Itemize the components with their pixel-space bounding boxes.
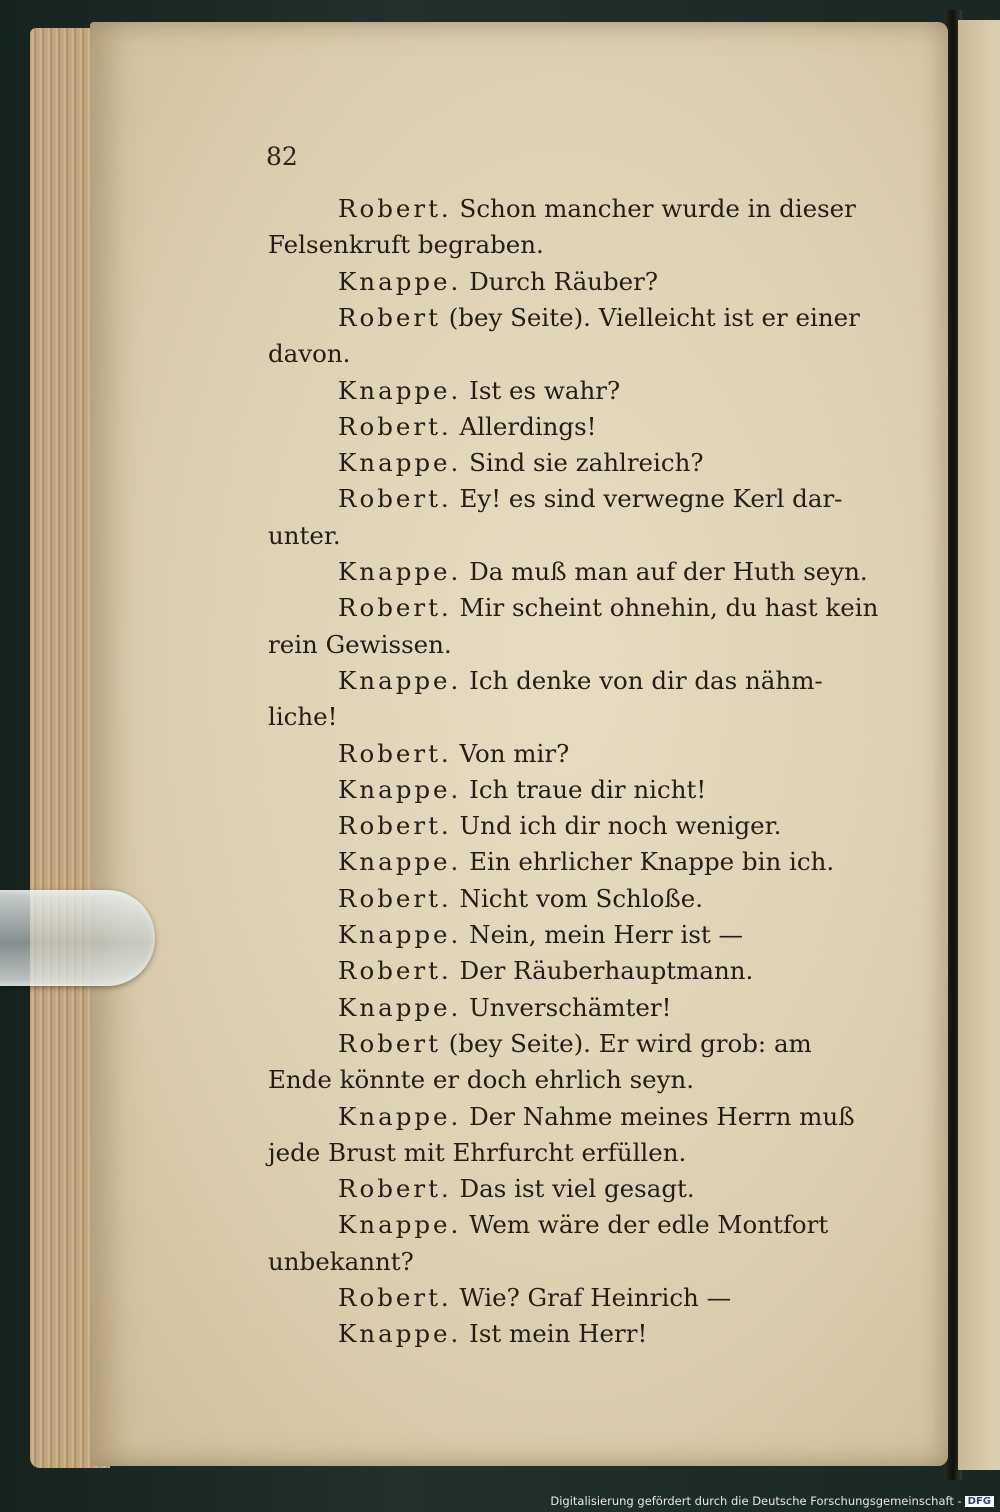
- dialogue-line: [338, 194, 856, 224]
- line-text: Ende könnte er doch ehrlich seyn.: [268, 1065, 695, 1095]
- line-text: Nicht vom Schloße.: [459, 883, 704, 913]
- dialogue-line: [338, 1210, 828, 1240]
- continuation-line: [268, 1247, 414, 1277]
- speaker-name: Robert: [338, 1028, 441, 1058]
- speaker-name: Robert.: [338, 593, 452, 623]
- line-text: Und ich dir noch weniger.: [459, 811, 782, 841]
- dialogue-line: [338, 811, 781, 841]
- continuation-line: [268, 339, 350, 369]
- footer-text: Digitalisierung gefördert durch die Deutsche Forschungsgemeinschaft -: [550, 1494, 962, 1508]
- line-text: Von mir?: [459, 738, 570, 768]
- line-text: Ist mein Herr!: [469, 1319, 648, 1349]
- dialogue-line: [338, 303, 860, 333]
- line-text: Ich traue dir nicht!: [469, 774, 707, 804]
- line-text: davon.: [268, 339, 351, 369]
- continuation-line: [268, 1065, 694, 1095]
- line-text: Ey! es sind verwegne Kerl dar-: [459, 484, 843, 514]
- line-text: Das ist viel gesagt.: [459, 1174, 695, 1204]
- line-text: Allerdings!: [459, 411, 597, 441]
- dialogue-line: [338, 1319, 647, 1349]
- line-text: Felsenkruft begraben.: [268, 230, 544, 260]
- line-text: unter.: [268, 520, 341, 550]
- footer-credit: [550, 1494, 994, 1508]
- line-text: Da muß man auf der Huth seyn.: [469, 557, 868, 586]
- speaker-name: Robert: [338, 302, 441, 332]
- line-text: Durch Räuber?: [469, 266, 658, 296]
- dfg-logo: DFG: [965, 1496, 994, 1507]
- speaker-name: Robert.: [338, 411, 452, 441]
- line-text: Der Nahme meines Herrn muß: [469, 1101, 855, 1131]
- speaker-name: Robert.: [338, 484, 452, 514]
- line-text: Ist es wahr?: [469, 375, 621, 405]
- speaker-name: Knappe.: [338, 1210, 462, 1240]
- dialogue-line: [338, 920, 743, 950]
- dialogue-line: [338, 847, 834, 877]
- continuation-line: [268, 702, 338, 732]
- speaker-name: Knappe.: [338, 920, 462, 949]
- line-text: Wie? Graf Heinrich —: [459, 1283, 732, 1312]
- dialogue-line: [338, 1174, 695, 1204]
- speaker-name: Knappe.: [338, 992, 462, 1022]
- dialogue-line: [338, 956, 753, 986]
- speaker-name: Knappe.: [338, 448, 462, 478]
- speaker-name: Knappe.: [338, 1319, 462, 1349]
- dialogue-line: [338, 412, 597, 442]
- line-text: Sind sie zahlreich?: [469, 448, 704, 478]
- line-text: Unverschämter!: [469, 992, 672, 1022]
- line-text: Nein, mein Herr ist —: [469, 920, 744, 949]
- speaker-name: Robert.: [338, 1174, 452, 1204]
- line-text: Schon mancher wurde in dieser: [459, 194, 856, 223]
- line-text: Wem wäre der edle Montfort: [469, 1210, 829, 1240]
- line-text: jede Brust mit Ehrfurcht erfüllen.: [268, 1137, 687, 1167]
- dialogue-line: [338, 775, 706, 805]
- continuation-line: [268, 521, 341, 551]
- dialogue-line: [338, 993, 671, 1023]
- dialogue-line: [338, 484, 842, 514]
- speaker-name: Knappe.: [338, 665, 462, 695]
- dialogue-line: [338, 1029, 812, 1059]
- continuation-line: [268, 630, 452, 660]
- line-text: Mir scheint ohnehin, du hast kein: [459, 593, 879, 623]
- dialogue-line: [338, 557, 868, 587]
- continuation-line: [268, 230, 544, 260]
- speaker-name: Knappe.: [338, 847, 462, 877]
- line-text: Ein ehrlicher Knappe bin ich.: [469, 847, 835, 877]
- dialogue-line: [338, 666, 823, 696]
- dialogue-line: [338, 593, 878, 623]
- page-number: 82: [266, 142, 298, 171]
- dialogue-line: [338, 376, 620, 406]
- speaker-name: Knappe.: [338, 266, 462, 296]
- speaker-name: Robert.: [338, 883, 452, 913]
- speaker-name: Robert.: [338, 194, 452, 223]
- continuation-line: [268, 1138, 686, 1168]
- speaker-name: Robert.: [338, 956, 452, 986]
- speaker-name: Knappe.: [338, 557, 462, 586]
- speaker-name: Robert.: [338, 738, 452, 768]
- speaker-name: Knappe.: [338, 375, 462, 405]
- speaker-name: Knappe.: [338, 774, 462, 804]
- line-text: Ich denke von dir das nähm-: [469, 665, 823, 695]
- glass-page-holder: [0, 890, 155, 986]
- dialogue-line: [338, 267, 658, 297]
- line-text: liche!: [268, 702, 338, 732]
- dialogue-line: [338, 884, 703, 914]
- line-text: Der Räuberhauptmann.: [459, 956, 754, 986]
- speaker-name: Robert.: [338, 811, 452, 841]
- dialogue-line: [338, 1102, 855, 1132]
- line-text: rein Gewissen.: [268, 629, 452, 659]
- line-text: (bey Seite). Er wird grob: am: [448, 1028, 812, 1058]
- facing-page-edge: [958, 20, 1000, 1470]
- line-text: unbekannt?: [268, 1246, 414, 1276]
- dialogue-line: [338, 1283, 731, 1313]
- line-text: (bey Seite). Vielleicht ist er einer: [448, 302, 860, 332]
- dialogue-line: [338, 448, 704, 478]
- dialogue-line: [338, 739, 569, 769]
- speaker-name: Robert.: [338, 1283, 452, 1312]
- speaker-name: Knappe.: [338, 1101, 462, 1131]
